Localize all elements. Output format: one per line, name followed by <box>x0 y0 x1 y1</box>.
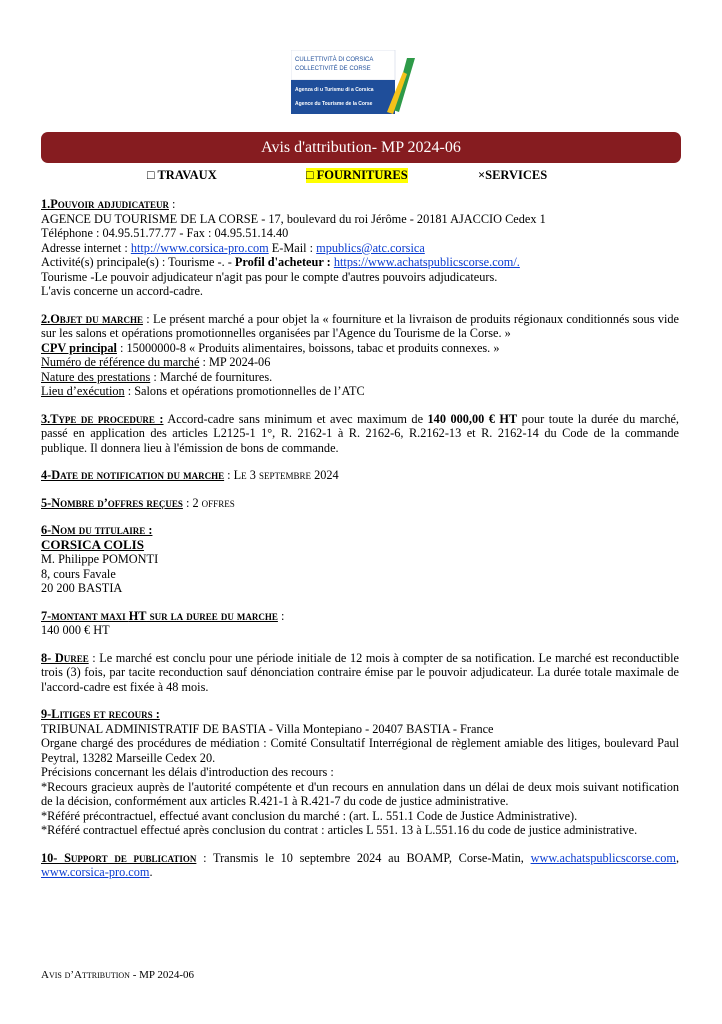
titulaire-line1: M. Philippe POMONTI <box>41 552 159 566</box>
corsica-pro-link[interactable]: http://www.corsica-pro.com <box>130 240 269 255</box>
s6-heading: 6-Nom du titulaire : <box>41 523 153 537</box>
s9-line5: *Référé précontractuel, effectué avant conclusion du marché : (art. L. 551.1 Code de Justice Administrative). <box>41 808 578 823</box>
s9-line4: *Recours gracieux auprès de l'autorité compétente et d'un recours en annulation dans un délai de deux mois suivant notification de la décision, conformément aux articles R.421-1 à R.421-7 du code de justice administrative. <box>41 779 679 808</box>
achatspublics-link[interactable]: https://www.achatspublicscorse.com/. <box>333 255 520 269</box>
s1-heading: 1.Pouvoir adjudicateur <box>41 197 169 211</box>
s1-line6: L'avis concerne un accord-cadre. <box>41 284 203 298</box>
logo-line2: COLLECTIVITÉ DE CORSE <box>295 66 371 72</box>
s10-end: . <box>149 865 153 879</box>
s8-heading: 8- Duree <box>41 650 89 665</box>
logo-graphic <box>291 50 431 122</box>
s5-text: : 2 offres <box>182 495 235 510</box>
cpv-label: CPV principal <box>41 340 117 355</box>
document-body <box>41 168 679 880</box>
s7-value: 140 000 € HT <box>41 623 110 637</box>
s5-heading: 5-Nombre d’offres reçues <box>41 495 183 510</box>
nature-label: Nature des prestations <box>41 369 151 384</box>
section-offres <box>41 496 679 511</box>
s10-text: : Transmis le 10 septembre 2024 au BOAMP, Corse-Matin, <box>196 850 531 865</box>
s9-heading: 9-Litiges et recours : <box>41 707 160 721</box>
email-link[interactable]: mpublics@atc.corsica <box>316 240 425 255</box>
s9-line2: Organe chargé des procédures de médiation : Comité Consultatif Interrégional de règlement amiable des litiges, boulevard Paul Peytral, 13282 Marseille Cedex 20. <box>41 736 679 765</box>
s7-heading-post: sur la duree du marche <box>146 608 278 623</box>
s1-profil-label: Profil d'acheteur : <box>234 255 334 269</box>
section-litiges <box>41 707 679 838</box>
corsica-pro-link-2[interactable]: www.corsica-pro.com <box>41 865 150 879</box>
lieu-label: Lieu d’exécution <box>41 384 125 398</box>
nature-text: : Marché de fournitures. <box>150 369 273 384</box>
section-pouvoir-adjudicateur <box>41 197 679 299</box>
s3-heading: 3.Type de procedure : <box>41 411 164 426</box>
cpv-text: : 15000000-8 « Produits alimentaires, boissons, tabac et produits connexes. » <box>116 340 500 355</box>
section-duree <box>41 651 679 695</box>
section-titulaire <box>41 523 679 596</box>
s1-addr-label: Adresse internet : <box>41 240 131 255</box>
s7-heading-pre: 7-montant maxi <box>41 608 129 623</box>
section-notification <box>41 468 679 483</box>
s2-text: : Le présent marché a pour objet la « fourniture et la livraison de produits régionaux conditionnés sous vide sur les salons et opérations promotionnelles organisées par l'Agence du Tourisme de la Corse. » <box>41 311 679 340</box>
logo-line4: Agence du Tourisme de la Corse <box>295 101 373 107</box>
s1-line1: AGENCE DU TOURISME DE LA CORSE - 17, boulevard du roi Jérôme - 20181 AJACCIO Cedex 1 <box>41 211 546 226</box>
s1-email-label: E-Mail : <box>268 240 317 255</box>
s7-heading <box>41 609 278 623</box>
s10-heading: 10- Support de publication <box>41 850 197 865</box>
section-montant <box>41 609 679 638</box>
ref-text: : MP 2024-06 <box>199 355 271 369</box>
title-banner <box>41 132 681 163</box>
type-fournitures: □ FOURNITURES <box>306 168 408 182</box>
type-travaux: □ TRAVAUX <box>147 168 217 182</box>
logo-blue-panel <box>291 80 395 114</box>
section-procedure <box>41 412 679 456</box>
titulaire-line3: 20 200 BASTIA <box>41 581 123 595</box>
s3-text2: pour toute la durée du marché, passé en application des articles L2125-1 1°, R. 2162-1 à R. 2162-6, R.2162-13 et R. 2162-14 du Code de la commande publique. Il donnera lieu à l'émission de bons de commande. <box>41 411 679 455</box>
s4-text: : Le 3 septembre 2024 <box>224 468 339 482</box>
s9-line1: TRIBUNAL ADMINISTRATIF DE BASTIA - Villa Montepiano - 20407 BASTIA - France <box>41 721 494 736</box>
section-publication <box>41 851 679 880</box>
titulaire-name: CORSICA COLIS <box>41 536 144 552</box>
section-objet <box>41 312 679 399</box>
lieu-text: : Salons et opérations promotionnelles de l’ATC <box>124 384 365 398</box>
s7-heading-ht: HT <box>128 608 147 623</box>
logo-line3: Agenza di u Turismu di a Corsica <box>295 87 374 93</box>
logo-line1: CULLETTIVITÀ DI CORSICA <box>295 57 374 63</box>
banner-title: Avis d'attribution- MP 2024-06 <box>261 139 461 156</box>
s1-colon: : <box>168 197 176 211</box>
s2-heading: 2.Objet du marche <box>41 311 143 326</box>
ref-label: Numéro de référence du marché <box>41 355 200 369</box>
s10-sep: , <box>675 850 680 865</box>
achatspublics-link-2[interactable]: www.achatspublicscorse.com <box>530 850 676 865</box>
logo-top-panel <box>291 50 395 80</box>
market-type-row <box>41 168 679 184</box>
s9-line6: *Référé contractuel effectué après conclusion du contrat : articles L 551. 13 à L.551.16 du code de justice administrative. <box>41 823 638 837</box>
s3-text1: Accord-cadre sans minimum et avec maximum de <box>163 411 428 426</box>
s1-line5: Tourisme -Le pouvoir adjudicateur n'agit pas pour le compte d'autres pouvoirs adjudicateurs. <box>41 269 498 284</box>
titulaire-line2: 8, cours Favale <box>41 566 116 581</box>
s4-heading: 4-Date de notification du marche <box>41 468 225 482</box>
s7-colon: : <box>277 608 285 623</box>
page-footer: Avis d’Attribution - MP 2024-06 <box>41 969 195 981</box>
s9-line3: Précisions concernant les délais d'introduction des recours : <box>41 765 334 779</box>
type-services: ×SERVICES <box>478 168 548 182</box>
s1-line2: Téléphone : 04.95.51.77.77 - Fax : 04.95.51.14.40 <box>41 226 289 240</box>
s8-text: : Le marché est conclu pour une période initiale de 12 mois à compter de sa notification. Le marché est reconductible trois (3) fois, par tacite reconduction sauf dénonciation contraire émise par le pouvoir adjudicateur. La durée totale maximale de l'accord-cadre est fixée à 48 mois. <box>41 650 679 694</box>
s3-amount: 140 000,00 € HT <box>427 411 518 426</box>
collectivite-logo <box>291 50 431 122</box>
s1-activity: Activité(s) principale(s) : Tourisme -. - <box>41 255 235 269</box>
